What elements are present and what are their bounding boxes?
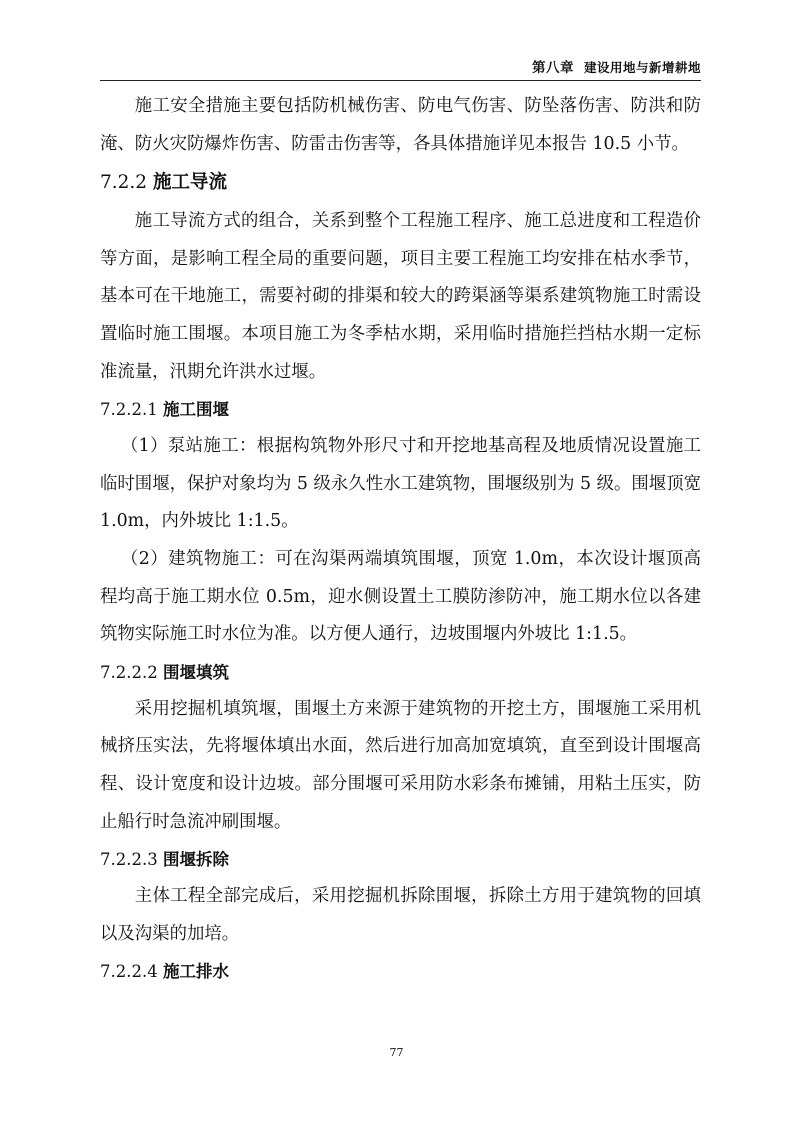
heading-7-2-2-3 [100, 841, 701, 878]
page-number: 77 [389, 1046, 404, 1059]
heading-number: 7.2.2.4 [100, 962, 158, 982]
paragraph-building-construction: （2）建筑物施工：可在沟渠两端填筑围堰，顶宽 1.0m，本次设计堰顶高程均高于施工期水位 0.5m，迎水侧设置土工膜防渗防冲，施工期水位以各建筑物实际施工时水位为准。以方便人通行，边坡围堰内外坡比 1:1.5。 [100, 548, 701, 645]
heading-7-2-2-4 [100, 953, 701, 990]
heading-7-2-2-2 [100, 654, 701, 691]
heading-number: 7.2.2.3 [100, 850, 158, 870]
heading-number: 7.2.2 [100, 172, 148, 194]
heading-title: 围堰拆除 [162, 850, 229, 870]
heading-title: 围堰填筑 [162, 662, 229, 682]
chapter-title: 建设用地与新增耕地 [583, 60, 701, 75]
heading-title: 施工导流 [152, 172, 227, 194]
paragraph-cofferdam-removal: 主体工程全部完成后，采用挖掘机拆除围堰，拆除土方用于建筑物的回填以及沟渠的加培。 [100, 886, 701, 944]
paragraph-cofferdam-filling: 采用挖掘机填筑堰，围堰土方来源于建筑物的开挖土方，围堰施工采用机械挤压实法，先将堰体填出水面，然后进行加高加宽填筑，直至到设计围堰高程、设计宽度和设计边坡。部分围堰可采用防水彩条布摊铺，用粘土压实，防止船行时急流冲刷围堰。 [100, 698, 701, 832]
heading-title: 施工排水 [162, 962, 229, 982]
heading-7-2-2 [100, 163, 701, 203]
running-header [100, 56, 701, 76]
heading-7-2-2-1 [100, 391, 701, 428]
page-body [100, 88, 701, 990]
heading-number: 7.2.2.2 [100, 662, 158, 682]
paragraph-diversion: 施工导流方式的组合，关系到整个工程施工程序、施工总进度和工程造价等方面，是影响工程全局的重要问题，项目主要工程施工均安排在枯水季节，基本可在干地施工，需要衬砌的排渠和较大的跨渠涵等渠系建筑物施工时需设置临时施工围堰。本项目施工为冬季枯水期，采用临时措施拦挡枯水期一定标准流量，汛期允许洪水过堰。 [100, 211, 701, 382]
chapter-label: 第八章 [531, 60, 574, 76]
paragraph-safety-measures: 施工安全措施主要包括防机械伤害、防电气伤害、防坠落伤害、防洪和防淹、防火灾防爆炸伤害、防雷击伤害等，各具体措施详见本报告 10.5 小节。 [100, 96, 701, 154]
paragraph-pump-station: （1）泵站施工：根据构筑物外形尺寸和开挖地基高程及地质情况设置施工临时围堰，保护对象均为 5 级永久性水工建筑物，围堰级别为 5 级。围堰顶宽 1.0m，内外坡比 1:1.5。 [100, 436, 701, 532]
heading-title: 施工围堰 [162, 400, 229, 420]
header-rule [100, 80, 701, 81]
heading-number: 7.2.2.1 [100, 400, 158, 420]
